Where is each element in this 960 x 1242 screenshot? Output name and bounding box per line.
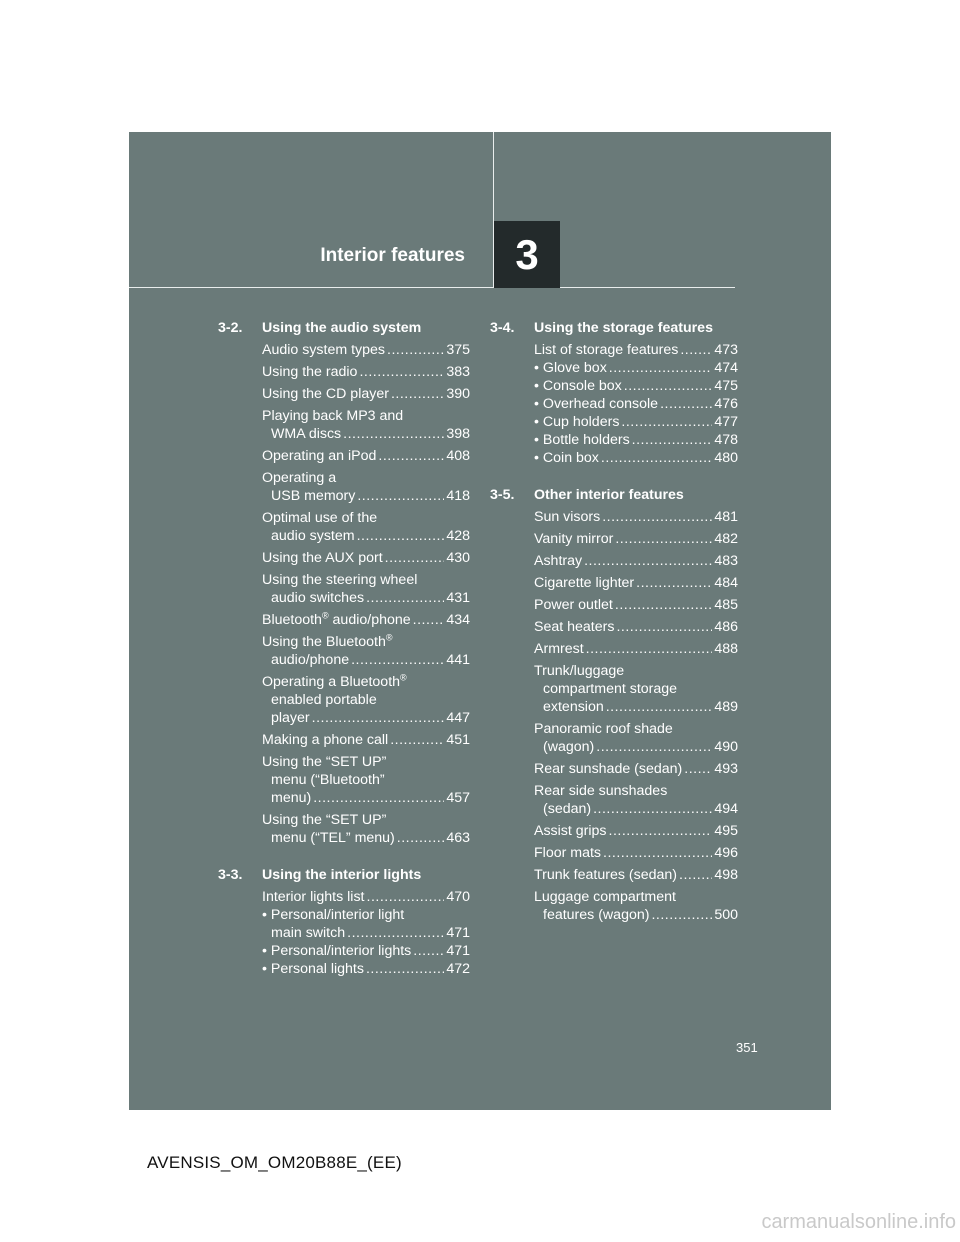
- header-divider-horizontal: [129, 287, 735, 288]
- dot-leader: [357, 487, 444, 505]
- page-number: 351: [736, 1040, 758, 1055]
- dot-leader: [357, 527, 445, 545]
- entry-page-number: 477: [714, 414, 738, 430]
- entry-title: • Overhead console: [534, 396, 659, 412]
- dot-leader: [367, 888, 445, 906]
- entry-title: Making a phone call: [262, 732, 389, 748]
- entry-title: extension: [543, 699, 604, 715]
- dot-leader: [632, 431, 713, 449]
- entry-title-line: compartment storage: [543, 681, 678, 697]
- dot-leader: [609, 359, 713, 377]
- toc-entry[interactable]: [490, 530, 738, 548]
- entry-title-line: Rear side sunshades: [534, 783, 668, 799]
- entry-page-number: 383: [446, 364, 470, 380]
- toc-entry[interactable]: [218, 811, 470, 847]
- dot-leader: [413, 942, 444, 960]
- entry-page-number: 485: [714, 597, 738, 613]
- entry-title: Assist grips: [534, 823, 607, 839]
- dot-leader: [624, 377, 713, 395]
- toc-entry[interactable]: [218, 731, 470, 749]
- entry-title: Ashtray: [534, 553, 583, 569]
- entry-title: • Console box: [534, 378, 622, 394]
- toc-entry[interactable]: [218, 407, 470, 443]
- entry-title: menu): [271, 790, 312, 806]
- toc-entry[interactable]: [218, 571, 470, 607]
- entry-page-number: 471: [446, 943, 470, 959]
- chapter-number-badge: 3: [494, 221, 560, 288]
- section-title: Other interior features: [534, 487, 684, 503]
- toc-entry[interactable]: [218, 611, 470, 629]
- entry-page-number: 390: [446, 386, 470, 402]
- toc-entry[interactable]: [218, 447, 470, 465]
- dot-leader: [347, 924, 444, 942]
- dot-leader: [586, 640, 713, 658]
- entry-page-number: 463: [446, 830, 470, 846]
- entry-title-line: enabled portable: [271, 692, 377, 708]
- section-heading: [490, 318, 738, 338]
- toc-entry[interactable]: [490, 618, 738, 636]
- entry-title: features (wagon): [543, 907, 650, 923]
- dot-leader: [601, 449, 712, 467]
- entry-page-number: 481: [714, 509, 738, 525]
- toc-entry[interactable]: [218, 633, 470, 669]
- section-number: 3-4.: [490, 320, 515, 336]
- dot-leader: [680, 341, 712, 359]
- entry-page-number: 482: [714, 531, 738, 547]
- toc-entry[interactable]: [490, 888, 738, 924]
- entry-page-number: 500: [714, 907, 738, 923]
- entry-page-number: 451: [446, 732, 470, 748]
- dot-leader: [359, 363, 444, 381]
- entry-title: USB memory: [271, 488, 356, 504]
- entry-title: player: [271, 710, 310, 726]
- entry-title: WMA discs: [271, 426, 342, 442]
- toc-entry[interactable]: [490, 449, 738, 467]
- entry-title: (sedan): [543, 801, 592, 817]
- entry-page-number: 490: [714, 739, 738, 755]
- chapter-title: Interior features: [320, 245, 465, 266]
- entry-title: Cigarette lighter: [534, 575, 635, 591]
- toc-section: [490, 485, 738, 924]
- entry-page-number: 486: [714, 619, 738, 635]
- dot-leader: [313, 789, 444, 807]
- entry-title: Rear sunshade (sedan): [534, 761, 683, 777]
- toc-entry[interactable]: [490, 760, 738, 778]
- dot-leader: [391, 385, 444, 403]
- entry-page-number: 408: [446, 448, 470, 464]
- dot-leader: [679, 866, 712, 884]
- dot-leader: [636, 574, 712, 592]
- entry-title: • Personal/interior lights: [262, 943, 412, 959]
- toc-entry[interactable]: [218, 753, 470, 807]
- dot-leader: [378, 447, 444, 465]
- entry-page-number: 480: [714, 450, 738, 466]
- toc-entry[interactable]: [490, 359, 738, 377]
- entry-title: Bluetooth® audio/phone: [262, 610, 411, 628]
- dot-leader: [615, 596, 712, 614]
- entry-page-number: 495: [714, 823, 738, 839]
- dot-leader: [366, 589, 444, 607]
- dot-leader: [385, 549, 445, 567]
- toc-entry[interactable]: [490, 866, 738, 884]
- section-number: 3-3.: [218, 867, 243, 883]
- dot-leader: [621, 413, 712, 431]
- entry-title: • Glove box: [534, 360, 607, 376]
- dot-leader: [312, 709, 445, 727]
- entry-page-number: 418: [446, 488, 470, 504]
- entry-title: • Bottle holders: [534, 432, 630, 448]
- dot-leader: [397, 829, 445, 847]
- entry-title-line: Optimal use of the: [262, 510, 378, 526]
- entry-title: audio/phone: [271, 652, 350, 668]
- toc-entry[interactable]: [218, 469, 470, 505]
- toc-entry[interactable]: [218, 509, 470, 545]
- entry-title: Using the AUX port: [262, 550, 383, 566]
- entry-title-line: Operating a Bluetooth®: [262, 672, 407, 690]
- entry-title: • Personal lights: [262, 961, 364, 977]
- toc-entry[interactable]: [490, 596, 738, 614]
- entry-page-number: 471: [446, 925, 470, 941]
- toc-entry[interactable]: [490, 574, 738, 592]
- entry-title: Operating an iPod: [262, 448, 377, 464]
- dot-leader: [413, 611, 445, 629]
- toc-entry[interactable]: [218, 363, 470, 381]
- dot-leader: [596, 738, 712, 756]
- entry-page-number: 489: [714, 699, 738, 715]
- entry-page-number: 434: [446, 612, 470, 628]
- entry-title-line: Using the Bluetooth®: [262, 632, 393, 650]
- entry-title: Using the CD player: [262, 386, 389, 402]
- watermark: carmanualsonline.info: [761, 1211, 956, 1233]
- entry-title-line: Panoramic roof shade: [534, 721, 673, 737]
- entry-title-line: Trunk/luggage: [534, 663, 625, 679]
- entry-title: Sun visors: [534, 509, 601, 525]
- dot-leader: [593, 800, 712, 818]
- dot-leader: [351, 651, 444, 669]
- toc-section: [218, 318, 470, 847]
- entry-title: audio system: [271, 528, 355, 544]
- entry-page-number: 478: [714, 432, 738, 448]
- toc-entry[interactable]: [490, 844, 738, 862]
- entry-page-number: 470: [446, 889, 470, 905]
- section-number: 3-2.: [218, 320, 243, 336]
- toc-entry[interactable]: [490, 720, 738, 756]
- entry-page-number: 398: [446, 426, 470, 442]
- toc-entry[interactable]: [218, 549, 470, 567]
- entry-title-line: Luggage compartment: [534, 889, 676, 905]
- toc-section: [218, 865, 470, 978]
- entry-title-line: menu (“Bluetooth”: [271, 772, 385, 788]
- entry-title-line: Using the “SET UP”: [262, 754, 387, 770]
- entry-page-number: 447: [446, 710, 470, 726]
- entry-page-number: 473: [714, 342, 738, 358]
- entry-title-line: Operating a: [262, 470, 337, 486]
- entry-page-number: 474: [714, 360, 738, 376]
- entry-page-number: 498: [714, 867, 738, 883]
- toc-section: [490, 318, 738, 467]
- toc-entry[interactable]: [490, 377, 738, 395]
- entry-page-number: 484: [714, 575, 738, 591]
- section-title: Using the interior lights: [262, 867, 422, 883]
- entry-title: Armrest: [534, 641, 584, 657]
- entry-page-number: 496: [714, 845, 738, 861]
- section-title: Using the audio system: [262, 320, 422, 336]
- entry-title-line: Playing back MP3 and: [262, 408, 404, 424]
- entry-title: Audio system types: [262, 342, 386, 358]
- toc-left-column: [218, 318, 470, 996]
- toc-entry[interactable]: [218, 341, 470, 359]
- entry-page-number: 431: [446, 590, 470, 606]
- entry-page-number: 493: [714, 761, 738, 777]
- dot-leader: [606, 698, 713, 716]
- entry-page-number: 430: [446, 550, 470, 566]
- entry-page-number: 488: [714, 641, 738, 657]
- entry-page-number: 472: [446, 961, 470, 977]
- section-heading: [490, 485, 738, 505]
- section-number: 3-5.: [490, 487, 515, 503]
- dot-leader: [651, 906, 712, 924]
- toc-entry[interactable]: [490, 782, 738, 818]
- toc-entry[interactable]: [490, 431, 738, 449]
- dot-leader: [660, 395, 712, 413]
- entry-title: • Cup holders: [534, 414, 620, 430]
- toc-entry[interactable]: [218, 673, 470, 727]
- toc-entry[interactable]: [490, 662, 738, 716]
- entry-title: Seat heaters: [534, 619, 615, 635]
- entry-page-number: 428: [446, 528, 470, 544]
- entry-page-number: 475: [714, 378, 738, 394]
- entry-title: main switch: [271, 925, 346, 941]
- entry-title: menu (“TEL” menu): [271, 830, 395, 846]
- dot-leader: [343, 425, 444, 443]
- entry-page-number: 375: [446, 342, 470, 358]
- entry-page-number: 441: [446, 652, 470, 668]
- dot-leader: [609, 822, 713, 840]
- entry-page-number: 476: [714, 396, 738, 412]
- toc-entry[interactable]: [490, 395, 738, 413]
- entry-page-number: 483: [714, 553, 738, 569]
- dot-leader: [390, 731, 444, 749]
- entry-title: Interior lights list: [262, 889, 365, 905]
- dot-leader: [602, 508, 712, 526]
- entry-page-number: 494: [714, 801, 738, 817]
- section-heading: [218, 318, 470, 338]
- entry-title: Trunk features (sedan): [534, 867, 677, 883]
- entry-title-line: Using the steering wheel: [262, 572, 418, 588]
- dot-leader: [615, 530, 712, 548]
- dot-leader: [584, 552, 712, 570]
- section-heading: [218, 865, 470, 885]
- entry-title: audio switches: [271, 590, 365, 606]
- entry-page-number: 457: [446, 790, 470, 806]
- entry-title: (wagon): [543, 739, 595, 755]
- toc-entry[interactable]: [490, 413, 738, 431]
- toc-entry[interactable]: [218, 906, 470, 942]
- entry-title: • Coin box: [534, 450, 599, 466]
- footer-code: AVENSIS_OM_OM20B88E_(EE): [147, 1153, 402, 1172]
- entry-title: List of storage features: [534, 342, 679, 358]
- toc-entry[interactable]: [490, 552, 738, 570]
- toc-entry[interactable]: [490, 822, 738, 840]
- entry-title: Power outlet: [534, 597, 613, 613]
- dot-leader: [616, 618, 712, 636]
- entry-title: Vanity mirror: [534, 531, 614, 547]
- toc-right-column: [490, 318, 738, 942]
- entry-title: Floor mats: [534, 845, 602, 861]
- entry-title-line: • Personal/interior light: [262, 907, 405, 923]
- dot-leader: [603, 844, 712, 862]
- toc-entry[interactable]: [490, 341, 738, 359]
- toc-entry[interactable]: [218, 888, 470, 906]
- toc-entry[interactable]: [218, 960, 470, 978]
- dot-leader: [387, 341, 444, 359]
- toc-entry[interactable]: [490, 640, 738, 658]
- dot-leader: [366, 960, 444, 978]
- dot-leader: [684, 760, 712, 778]
- entry-title-line: Using the “SET UP”: [262, 812, 387, 828]
- entry-title: Using the radio: [262, 364, 358, 380]
- toc-entry[interactable]: [218, 385, 470, 403]
- section-title: Using the storage features: [534, 320, 713, 336]
- toc-entry[interactable]: [218, 942, 470, 960]
- toc-entry[interactable]: [490, 508, 738, 526]
